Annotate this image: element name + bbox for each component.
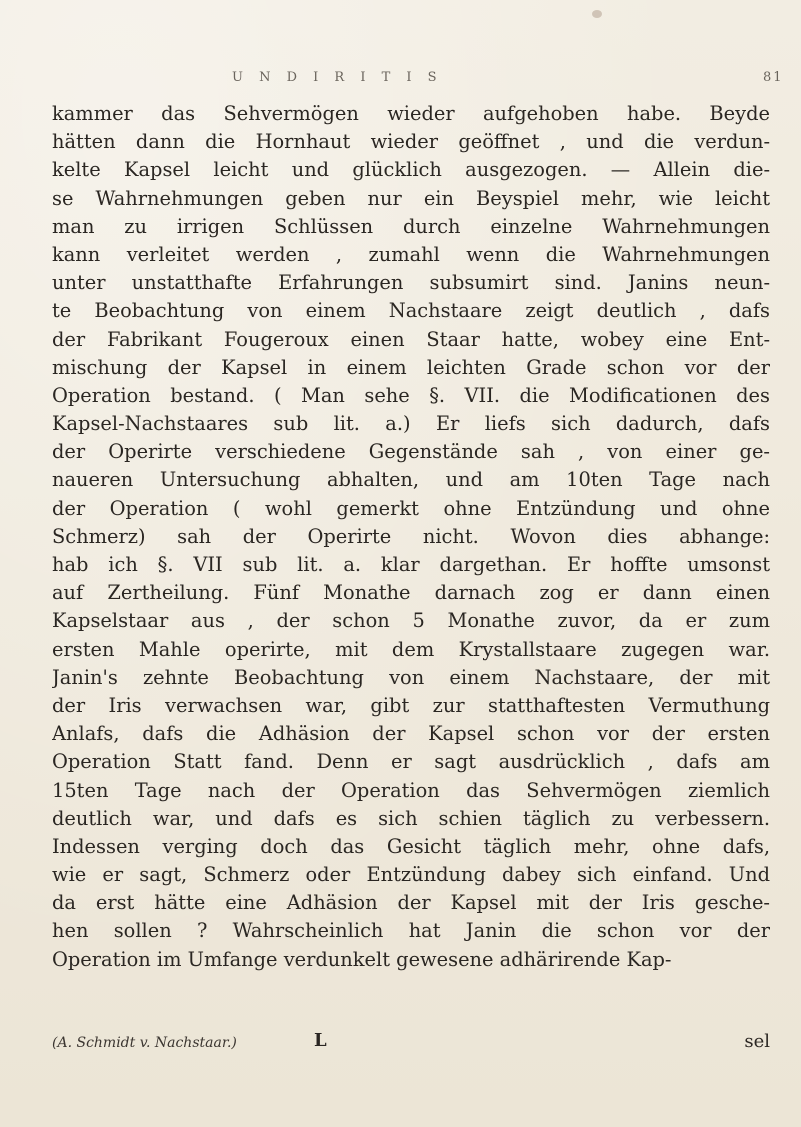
- text-line: Kapselstaar aus , der schon 5 Monathe zuvor, da er zum: [52, 609, 770, 633]
- text-line: mischung der Kapsel in einem leichten Grade schon vor der: [52, 355, 770, 379]
- text-line: Operation Statt fand. Denn er sagt ausdrücklich , dafs am: [52, 750, 770, 774]
- text-line: Anlafs, dafs die Adhäsion der Kapsel schon vor der ersten: [52, 722, 770, 746]
- body-text: [52, 100, 770, 974]
- text-line: da erst hätte eine Adhäsion der Kapsel mit der Iris gesche-: [52, 891, 770, 915]
- text-line: te Beobachtung von einem Nachstaare zeigt deutlich , dafs: [52, 299, 770, 323]
- text-line: Janin's zehnte Beobachtung von einem Nachstaare, der mit: [52, 665, 770, 689]
- text-line: hen sollen ? Wahrscheinlich hat Janin die schon vor der: [52, 919, 770, 943]
- catchword: sel: [744, 1031, 770, 1052]
- page-number: 81: [763, 70, 784, 85]
- running-head: U N D I R I T I S: [232, 70, 443, 85]
- text-line: der Operirte verschiedene Gegenstände sah , von einer ge-: [52, 440, 770, 464]
- text-line: Indessen verging doch das Gesicht täglich mehr, ohne dafs,: [52, 834, 770, 858]
- text-line: man zu irrigen Schlüssen durch einzelne Wahrnehmungen: [52, 214, 770, 238]
- footnote: (A. Schmidt v. Nachstaar.): [52, 1035, 237, 1051]
- text-line: se Wahrnehmungen geben nur ein Beyspiel mehr, wie leicht: [52, 186, 770, 210]
- text-line: wie er sagt, Schmerz oder Entzündung dabey sich einfand. Und: [52, 863, 770, 887]
- text-line: unter unstatthafte Erfahrungen subsumirt sind. Janins neun-: [52, 271, 770, 295]
- text-line: hab ich §. VII sub lit. a. klar dargethan. Er hoffte umsonst: [52, 553, 770, 576]
- text-line: auf Zertheilung. Fünf Monathe darnach zog er dann einen: [52, 581, 770, 605]
- page-footer: [52, 1030, 770, 1056]
- text-line: hätten dann die Hornhaut wieder geöffnet , und die verdun-: [52, 130, 770, 154]
- signature-mark: L: [314, 1030, 327, 1051]
- text-line: 15ten Tage nach der Operation das Sehvermögen ziemlich: [52, 778, 770, 802]
- text-line: deutlich war, und dafs es sich schien täglich zu verbessern.: [52, 806, 770, 830]
- text-line: kammer das Sehvermögen wieder aufgehoben habe. Beyde: [52, 102, 770, 125]
- text-line: naueren Untersuchung abhalten, und am 10ten Tage nach: [52, 468, 770, 492]
- text-line: kann verleitet werden , zumahl wenn die Wahrnehmungen: [52, 242, 770, 266]
- text-line: Kapsel-Nachstaares sub lit. a.) Er liefs sich dadurch, dafs: [52, 412, 770, 436]
- text-line: ersten Mahle operirte, mit dem Krystallstaare zugegen war.: [52, 637, 770, 661]
- page-header: [0, 70, 801, 94]
- text-line: Operation im Umfange verdunkelt gewesene adhärirende Kap-: [52, 947, 672, 971]
- text-line: Operation bestand. ( Man sehe §. VII. die Modificationen des: [52, 383, 770, 407]
- text-line: Schmerz) sah der Operirte nicht. Wovon dies abhange:: [52, 524, 770, 548]
- text-line: der Iris verwachsen war, gibt zur statthaftesten Vermuthung: [52, 693, 770, 717]
- text-line: der Fabrikant Fougeroux einen Staar hatte, wobey eine Ent-: [52, 327, 770, 351]
- text-line: kelte Kapsel leicht und glücklich ausgezogen. — Allein die-: [52, 158, 770, 182]
- text-line: der Operation ( wohl gemerkt ohne Entzündung und ohne: [52, 496, 770, 520]
- ink-stain: [592, 10, 602, 18]
